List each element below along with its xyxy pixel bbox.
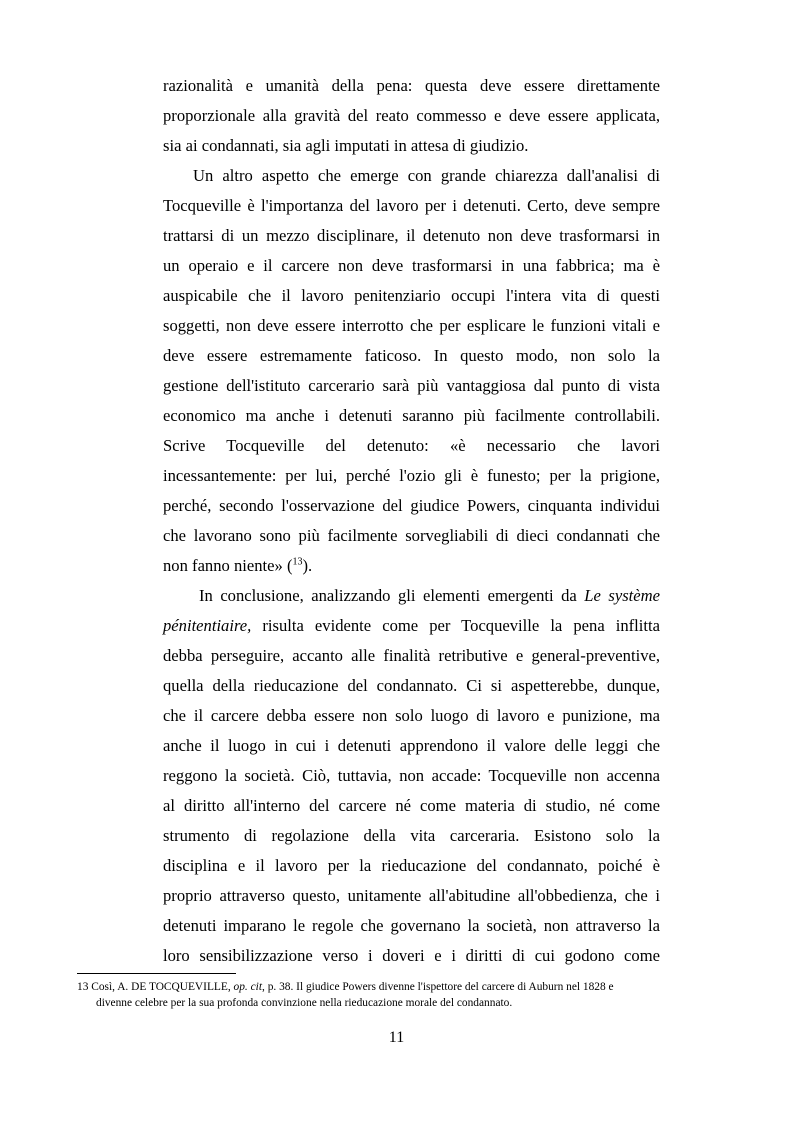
text-fragment: risulta evidente come per Tocqueville la pena inflitta <box>251 616 660 635</box>
book-title: pénitentiaire, <box>163 616 252 635</box>
footnote-text: , p. 38. Il giudice Powers divenne l'ispettore del carcere di Auburn nel 1828 e <box>262 981 614 993</box>
main-text <box>163 71 660 971</box>
text-line: incessantemente: per lui, perché l'ozio gli è funesto; per la prigione, <box>163 466 660 485</box>
text-line <box>163 581 660 611</box>
text-line: che lavorano sono più facilmente sorvegliabili di dieci condannati che <box>163 526 660 545</box>
text-line: Un altro aspetto che emerge con grande chiarezza dall'analisi di <box>193 166 660 185</box>
text-line: un operaio e il carcere non deve trasformarsi in una fabbrica; ma è <box>163 256 660 275</box>
footnote <box>77 979 727 1011</box>
text-line: deve essere estremamente faticoso. In questo modo, non solo la <box>163 346 660 365</box>
text-line: anche il luogo in cui i detenuti apprendono il valore delle leggi che <box>163 736 660 755</box>
footnote-citation: op. cit <box>233 981 262 993</box>
page-number: 11 <box>388 1029 405 1046</box>
book-title: Le système <box>584 586 660 605</box>
text-line: razionalità e umanità della pena: questa deve essere direttamente <box>163 76 660 95</box>
text-line: che il carcere debba essere non solo luogo di lavoro e punizione, ma <box>163 706 660 725</box>
footnote-reference[interactable]: 13 <box>292 556 303 568</box>
text-line: reggono la società. Ciò, tuttavia, non accade: Tocqueville non accenna <box>163 766 660 785</box>
text-line: disciplina e il lavoro per la rieducazione del condannato, poiché è <box>163 856 660 875</box>
text-line: gestione dell'istituto carcerario sarà più vantaggiosa dal punto di vista <box>163 376 660 395</box>
text-fragment: ). <box>302 556 313 575</box>
text-line: soggetti, non deve essere interrotto che per esplicare le funzioni vitali e <box>163 316 660 335</box>
text-line: economico ma anche i detenuti saranno più facilmente controllabili. <box>163 406 660 425</box>
text-fragment: non fanno niente» ( <box>163 556 293 575</box>
text-line: loro sensibilizzazione verso i doveri e i diritti di cui godono come <box>163 946 660 965</box>
text-line: proprio attraverso questo, unitamente all'abitudine all'obbedienza, che i <box>163 886 660 905</box>
footnote-line <box>77 979 727 995</box>
footnote-line: divenne celebre per la sua profonda convinzione nella rieducazione morale del condannato. <box>96 997 513 1009</box>
text-line: proporzionale alla gravità del reato commesso e deve essere applicata, <box>163 106 660 125</box>
text-line: auspicabile che il lavoro penitenziario occupi l'intera vita di questi <box>163 286 660 305</box>
text-line: strumento di regolazione della vita carceraria. Esistono solo la <box>163 826 660 845</box>
text-line: perché, secondo l'osservazione del giudice Powers, cinquanta individui <box>163 496 660 515</box>
text-line: al diritto all'interno del carcere né come materia di studio, né come <box>163 796 660 815</box>
text-line: sia ai condannati, sia agli imputati in attesa di giudizio. <box>163 136 529 155</box>
footnote-separator <box>77 973 236 974</box>
text-line: quella della rieducazione del condannato. Ci si aspetterebbe, dunque, <box>163 676 660 695</box>
text-line: Scrive Tocqueville del detenuto: «è necessario che lavori <box>163 436 660 455</box>
text-line <box>163 611 660 641</box>
footnote-number: 13 <box>77 981 89 993</box>
text-fragment: In conclusione, analizzando gli elementi emergenti da <box>199 586 585 605</box>
text-line: Tocqueville è l'importanza del lavoro per i detenuti. Certo, deve sempre <box>163 196 660 215</box>
text-line <box>163 551 660 581</box>
footnote-text: Così, A. DE TOCQUEVILLE, <box>88 981 234 993</box>
text-line: trattarsi di un mezzo disciplinare, il detenuto non deve trasformarsi in <box>163 226 660 245</box>
text-line: detenuti imparano le regole che governano la società, non attraverso la <box>163 916 660 935</box>
text-line: debba perseguire, accanto alle finalità retributive e general-preventive, <box>163 646 660 665</box>
